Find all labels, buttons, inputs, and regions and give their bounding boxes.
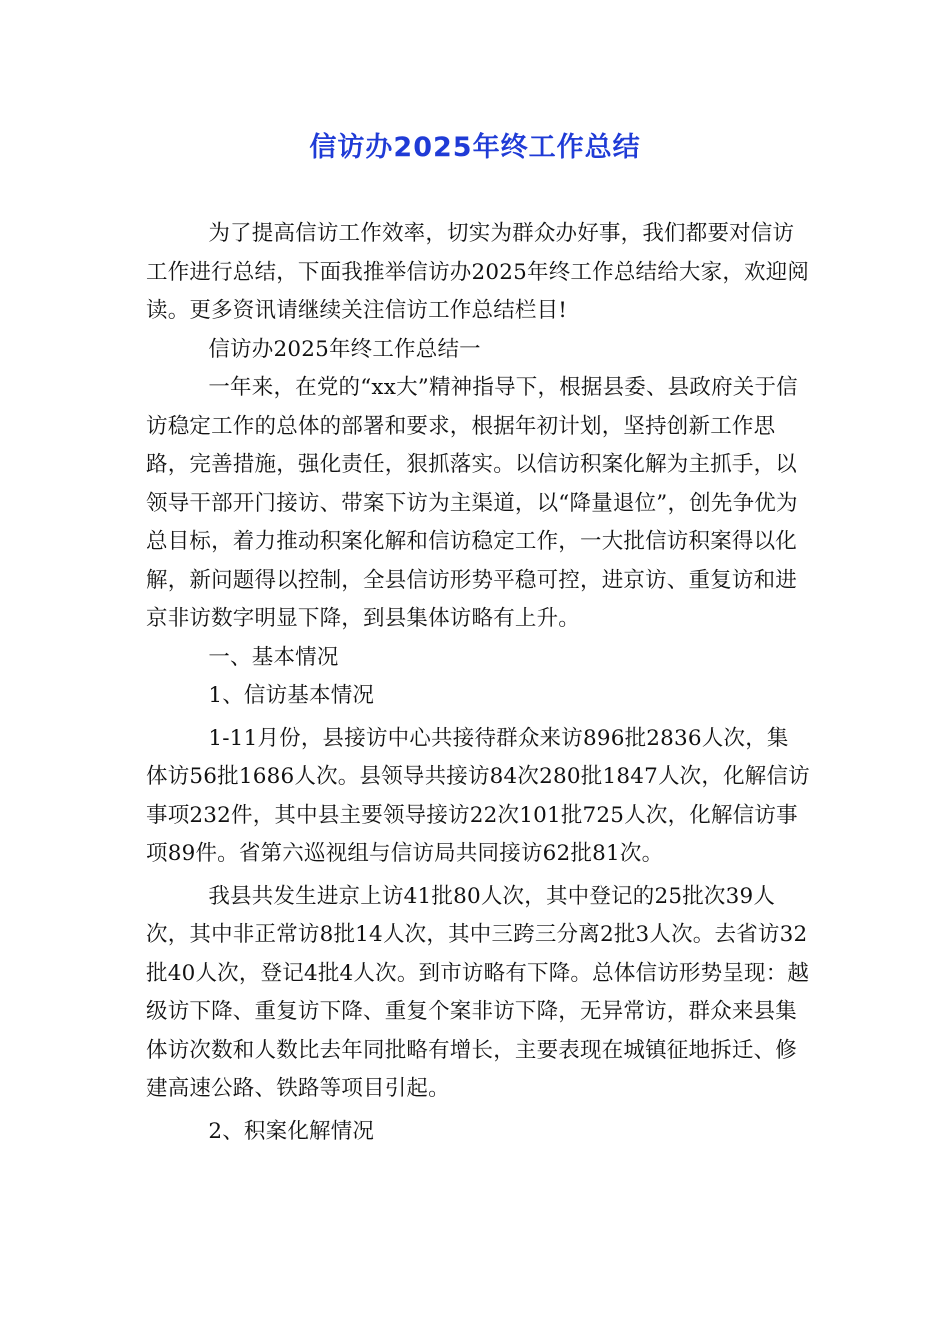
overview-paragraph: 一年来，在党的“xx大”精神指导下，根据县委、县政府关于信访稳定工作的总体的部署和要求，根据年初计划，坚持创新工作思路，完善措施，强化责任，狠抓落实。以信访积案化解为主抓手，以领导干部开门接访、带案下访为主渠道，以“降量退位”，创先争优为总目标，着力推动积案化解和信访稳定工作，一大批信访积案得以化解，新问题得以控制，全县信访形势平稳可控，进京访、重复访和进京非访数字明显下降，到县集体访略有上升。 — [146, 375, 798, 631]
document-body — [146, 215, 810, 1151]
subsection-heading-backlog-resolution: 2、积案化解情况 — [208, 1118, 375, 1144]
document-title: 信访办2025年终工作总结 — [309, 132, 641, 163]
subsection-heading-petition-basics: 1、信访基本情况 — [208, 683, 375, 708]
section-heading-basic-situation: 一、基本情况 — [208, 644, 339, 670]
beijing-petition-paragraph: 我县共发生进京上访41批80人次，其中登记的25批次39人次，其中非正常访8批14人次，其中三跨三分离2批3人次。去省访32批40人次，登记4批4人次。到市访略有下降。总体信访形势呈现：越级访下降、重复访下降、重复个案非访下降，无异常访，群众来县集体访次数和人数比去年同批略有增长，主要表现在城镇征地拆迁、修建高速公路、铁路等项目引起。 — [146, 883, 810, 1101]
intro-paragraph: 为了提高信访工作效率，切实为群众办好事，我们都要对信访工作进行总结，下面我推举信访办2025年终工作总结给大家，欢迎阅读。更多资讯请继续关注信访工作总结栏目! — [146, 221, 810, 323]
section-heading-summary-one: 信访办2025年终工作总结一 — [208, 336, 481, 362]
statistics-paragraph: 1-11月份，县接访中心共接待群众来访896批2836人次，集体访56批1686人次。县领导共接访84次280批1847人次，化解信访事项232件，其中县主要领导接访22次101批725人次，化解信访事项89件。省第六巡视组与信访局共同接访62批81次。 — [146, 725, 810, 866]
